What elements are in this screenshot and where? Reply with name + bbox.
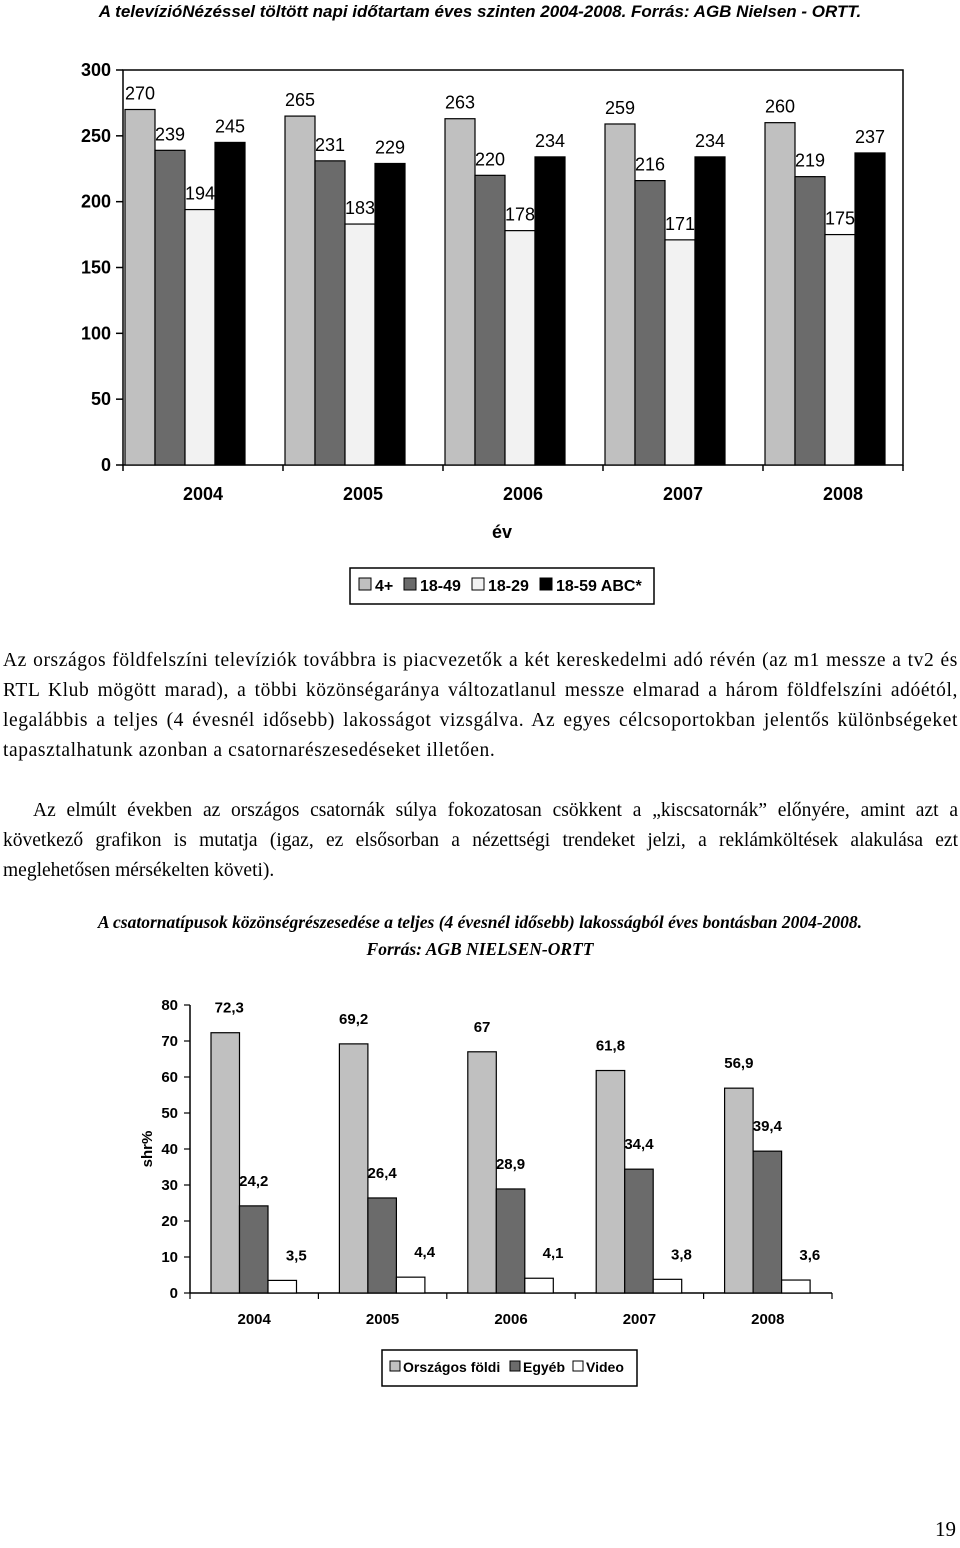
paragraph-terrestrial-channels: Az országos földfelszíni televíziók továbbra is piacvezetők a két kereskedelmi adó révén (az m1 messze a tv2 és RTL Klub mögött marad), a többi közönségaránya változatlanul messze elmarad a három földfelszíni adóétól, legalábbis a teljes (4 évesnél idősebb) lakosságot vizsgálva. Az egyes célcsoportokban jelentős különbségeket tapasztalhatunk azonban a csatornarészesedéseket illetően. bbox=[3, 650, 958, 761]
chart1-y-tick-label: 100 bbox=[80, 323, 111, 344]
chart2-y-tick-label: 10 bbox=[161, 1249, 178, 1266]
chart2-bar bbox=[525, 1278, 554, 1293]
chart2-legend-label: Egyéb bbox=[523, 1359, 566, 1375]
chart2-legend-swatch bbox=[573, 1361, 583, 1371]
chart2-legend bbox=[382, 1350, 637, 1386]
chart2-data-label: 4,4 bbox=[414, 1244, 436, 1262]
chart1-bar bbox=[665, 240, 695, 465]
chart2-data-label: 72,3 bbox=[214, 999, 244, 1017]
chart1-data-label: 259 bbox=[604, 97, 636, 118]
chart1-data-label: 231 bbox=[314, 134, 346, 155]
chart1-bar bbox=[445, 119, 475, 465]
chart1-y-tick-label: 200 bbox=[80, 191, 111, 212]
chart1-y-tick-label: 300 bbox=[80, 60, 111, 80]
chart1-bar bbox=[315, 161, 345, 465]
chart1-y-tick-label: 50 bbox=[90, 389, 111, 410]
chart2-data-label: 4,1 bbox=[542, 1245, 564, 1263]
chart1-data-label: 263 bbox=[444, 92, 476, 113]
chart2-data-label: 3,5 bbox=[285, 1247, 307, 1265]
chart2-y-tick-label: 20 bbox=[161, 1213, 178, 1230]
chart1-data-label: 260 bbox=[764, 96, 796, 117]
chart2-y-tick-label: 50 bbox=[161, 1105, 178, 1122]
chart2-y-tick-label: 30 bbox=[161, 1177, 178, 1194]
chart2-bar bbox=[268, 1280, 297, 1293]
chart1-x-tick-label: 2005 bbox=[342, 484, 384, 504]
chart2-bar bbox=[339, 1044, 368, 1293]
chart1-data-label: 229 bbox=[374, 137, 406, 158]
chart1-data-label: 183 bbox=[344, 198, 376, 219]
chart2-data-label: 3,8 bbox=[671, 1246, 692, 1264]
chart1-bar bbox=[605, 124, 635, 465]
chart1-legend bbox=[350, 568, 654, 604]
chart2-y-axis-label: shr% bbox=[139, 1130, 156, 1168]
chart2-data-label: 56,9 bbox=[724, 1055, 754, 1073]
chart2-bar bbox=[368, 1198, 397, 1293]
chart1-bar bbox=[155, 150, 185, 465]
chart1-bar bbox=[825, 235, 855, 465]
chart2-y-tick-label: 70 bbox=[161, 1033, 178, 1050]
chart1-data-label: 234 bbox=[534, 130, 566, 151]
chart2-bar bbox=[625, 1169, 654, 1293]
chart2-bar bbox=[725, 1088, 754, 1293]
chart1-x-tick-label: 2004 bbox=[182, 484, 224, 504]
chart1-data-label: 265 bbox=[284, 90, 316, 111]
chart2-bar bbox=[782, 1280, 811, 1293]
chart2-bar bbox=[396, 1277, 425, 1293]
chart2-data-label: 24,2 bbox=[239, 1172, 269, 1190]
chart2-y-tick-label: 40 bbox=[161, 1141, 178, 1158]
paragraph-channel-share-trend: Az elmúlt években az országos csatornák súlya fokozatosan csökkent a „kiscsatornák” előnyére, amint azt a következő grafikon is mutatja (igaz, ez elsősorban a nézettségi trendeket jelzi, a reklámköltések alakulása ezt meglehetősen mérsékelten követi). bbox=[3, 800, 958, 881]
chart2-bar bbox=[240, 1206, 269, 1293]
chart2-bar bbox=[653, 1279, 682, 1293]
chart2-bar bbox=[211, 1033, 240, 1293]
chart1-data-label: 171 bbox=[664, 213, 696, 234]
chart2-data-label: 34,4 bbox=[624, 1136, 654, 1154]
chart1-x-axis-label: év bbox=[491, 522, 513, 542]
chart1-legend-swatch bbox=[359, 578, 371, 590]
chart2-bar bbox=[753, 1151, 782, 1293]
chart1-bar bbox=[125, 110, 155, 466]
chart2-data-label: 67 bbox=[473, 1018, 491, 1036]
chart2-bar bbox=[596, 1071, 625, 1293]
chart1-y-tick-label: 150 bbox=[80, 257, 111, 278]
chart2-x-tick-label: 2008 bbox=[751, 1311, 785, 1328]
chart2-data-label: 69,2 bbox=[339, 1010, 369, 1028]
chart1-legend-label: 4+ bbox=[375, 578, 394, 595]
chart1-y-tick-label: 0 bbox=[100, 455, 111, 475]
chart1-bar bbox=[185, 210, 215, 465]
chart1-x-tick-label: 2007 bbox=[662, 484, 704, 504]
chart1-data-label: 194 bbox=[184, 183, 216, 204]
chart2-legend-label: Video bbox=[586, 1359, 624, 1375]
chart1-legend-label: 18-29 bbox=[488, 578, 529, 595]
chart1-bar bbox=[475, 175, 505, 465]
chart1-data-label: 245 bbox=[214, 116, 246, 137]
chart1-x-tick-label: 2008 bbox=[822, 484, 864, 504]
chart2-data-label: 28,9 bbox=[495, 1155, 526, 1173]
chart2-y-tick-label: 0 bbox=[169, 1285, 178, 1302]
page-number: 19 bbox=[935, 1517, 956, 1541]
chart1-data-label: 175 bbox=[824, 208, 856, 229]
chart2-bar bbox=[496, 1189, 525, 1293]
chart2-data-label: 26,4 bbox=[367, 1164, 397, 1182]
chart1-legend-label: 18-59 ABC* bbox=[556, 578, 642, 595]
chart1-title: A televízióNézéssel töltött napi időtartam éves szinten 2004-2008. Forrás: AGB Nielsen - ORTT. bbox=[98, 2, 862, 21]
chart2-data-label: 39,4 bbox=[752, 1118, 782, 1136]
chart1-data-label: 216 bbox=[634, 154, 666, 175]
chart1-data-label: 237 bbox=[854, 126, 886, 147]
channel-share-chart bbox=[0, 960, 960, 1420]
chart1-bar bbox=[535, 157, 565, 465]
chart1-bar bbox=[285, 116, 315, 465]
chart1-legend-swatch bbox=[472, 578, 484, 590]
chart2-data-label: 61,8 bbox=[595, 1037, 626, 1055]
chart1-x-tick-label: 2006 bbox=[502, 484, 544, 504]
chart2-source: Forrás: AGB NIELSEN-ORTT bbox=[366, 939, 594, 959]
chart1-y-tick-label: 250 bbox=[80, 125, 111, 146]
chart2-x-tick-label: 2005 bbox=[365, 1311, 400, 1328]
chart1-data-label: 220 bbox=[474, 149, 506, 170]
chart1-data-label: 234 bbox=[694, 130, 726, 151]
chart2-legend-swatch bbox=[390, 1361, 400, 1371]
chart1-data-label: 219 bbox=[794, 150, 826, 171]
chart2-x-tick-label: 2004 bbox=[237, 1311, 271, 1328]
chart1-bar bbox=[695, 157, 725, 465]
chart2-bar bbox=[468, 1052, 497, 1293]
chart1-legend-swatch bbox=[404, 578, 416, 590]
chart1-legend-swatch bbox=[540, 578, 552, 590]
chart1-bar bbox=[855, 153, 885, 465]
chart2-title: A csatornatípusok közönségrészesedése a teljes (4 évesnél idősebb) lakosságból éves bontásban 2004-2008. bbox=[97, 912, 863, 932]
chart2-y-tick-label: 80 bbox=[161, 997, 178, 1014]
chart1-legend-label: 18-49 bbox=[420, 578, 461, 595]
chart1-data-label: 239 bbox=[154, 124, 186, 145]
chart1-bar bbox=[635, 181, 665, 465]
chart2-x-tick-label: 2007 bbox=[622, 1311, 657, 1328]
chart2-legend-swatch bbox=[510, 1361, 520, 1371]
chart2-x-tick-label: 2006 bbox=[494, 1311, 528, 1328]
chart2-y-tick-label: 60 bbox=[161, 1069, 178, 1086]
chart1-bar bbox=[375, 163, 405, 465]
chart1-bar bbox=[345, 224, 375, 465]
chart1-bar bbox=[505, 231, 535, 465]
chart1-bar bbox=[795, 177, 825, 465]
chart2-caption bbox=[0, 909, 960, 963]
chart2-data-label: 3,6 bbox=[799, 1247, 821, 1265]
chart2-legend-label: Országos földi bbox=[403, 1359, 501, 1375]
chart1-data-label: 178 bbox=[504, 204, 536, 225]
chart1-bar bbox=[215, 142, 245, 465]
chart1-data-label: 270 bbox=[124, 83, 156, 104]
tv-viewing-time-chart bbox=[0, 0, 960, 640]
chart1-bar bbox=[765, 123, 795, 465]
